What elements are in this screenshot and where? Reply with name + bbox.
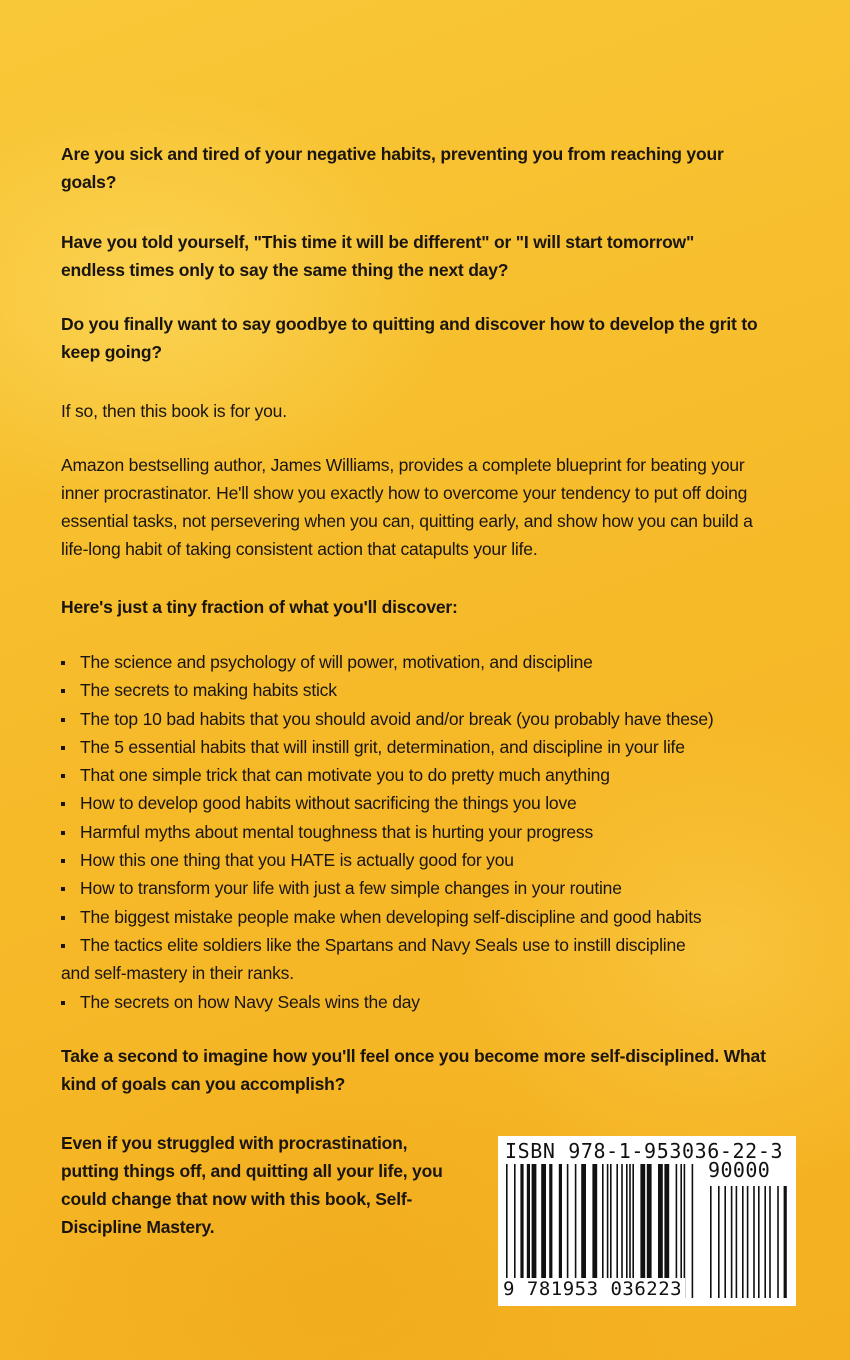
closing-paragraph: Even if you struggled with procrastination, putting things off, and quitting all your life, you could change that now with this book, Self-Discipline Mastery. bbox=[61, 1133, 443, 1237]
bullet-icon bbox=[61, 648, 67, 676]
bullet-icon bbox=[61, 789, 67, 817]
barcode-bar bbox=[769, 1186, 771, 1298]
barcode-bar bbox=[777, 1186, 779, 1298]
barcode-bar bbox=[731, 1186, 733, 1298]
question-quitting: Do you finally want to say goodbye to quitting and discover how to develop the grit to keep going? bbox=[61, 314, 758, 362]
list-item: That one simple trick that can motivate you to do pretty much anything bbox=[61, 761, 781, 789]
barcode-bar bbox=[747, 1186, 749, 1298]
author-paragraph: Amazon bestselling author, James Williams, provides a complete blueprint for beating your inner procrastinator. He'll show you exactly how to overcome your tendency to put off doing essential tasks, not persevering when you can, quitting early, and show how you can build a life-long habit of taking consistent action that catapults your life. bbox=[61, 455, 753, 559]
list-item: Harmful myths about mental toughness that is hurting your progress bbox=[61, 818, 781, 846]
discover-heading: Here's just a tiny fraction of what you'll discover: bbox=[61, 597, 458, 617]
for-you-line: If so, then this book is for you. bbox=[61, 401, 287, 421]
barcode-bar bbox=[784, 1186, 787, 1298]
isbn-label: ISBN 978-1-953036-22-3 bbox=[505, 1139, 784, 1163]
ean-digits: 9 781953 036223 bbox=[503, 1278, 685, 1300]
list-item: The tactics elite soldiers like the Spartans and Navy Seals use to instill discipline and self-mastery in their ranks. bbox=[61, 931, 781, 988]
bullet-icon bbox=[61, 903, 67, 931]
price-code: 90000 bbox=[708, 1158, 771, 1182]
list-item: The biggest mistake people make when developing self-discipline and good habits bbox=[61, 903, 781, 931]
list-item: How to transform your life with just a few simple changes in your routine bbox=[61, 874, 781, 902]
isbn-barcode bbox=[498, 1136, 796, 1306]
imagine-paragraph: Take a second to imagine how you'll feel once you become more self-disciplined. What kind of goals can you accomplish? bbox=[61, 1046, 766, 1094]
bullet-icon bbox=[61, 676, 67, 704]
bullet-icon bbox=[61, 931, 67, 959]
bullet-icon bbox=[61, 705, 67, 733]
barcode-bar bbox=[724, 1186, 726, 1298]
list-item: The top 10 bad habits that you should avoid and/or break (you probably have these) bbox=[61, 705, 781, 733]
bullet-icon bbox=[61, 846, 67, 874]
list-item: How to develop good habits without sacrificing the things you love bbox=[61, 789, 781, 817]
bullet-icon bbox=[61, 761, 67, 789]
list-item: The secrets on how Navy Seals wins the day bbox=[61, 988, 781, 1016]
bullet-icon bbox=[61, 818, 67, 846]
question-negative-habits: Are you sick and tired of your negative habits, preventing you from reaching your goals? bbox=[61, 144, 724, 192]
question-start-tomorrow: Have you told yourself, "This time it will be different" or "I will start tomorrow" endless times only to say the same thing the next day? bbox=[61, 232, 695, 280]
bullet-icon bbox=[61, 988, 67, 1016]
bullet-icon bbox=[61, 874, 67, 902]
barcode-bar bbox=[764, 1186, 766, 1298]
list-item: The science and psychology of will power, motivation, and discipline bbox=[61, 648, 781, 676]
barcode-bar bbox=[718, 1186, 720, 1298]
barcode-bar bbox=[710, 1186, 712, 1298]
list-item: The secrets to making habits stick bbox=[61, 676, 781, 704]
barcode-bar bbox=[753, 1186, 755, 1298]
discover-list bbox=[61, 648, 781, 1016]
bullet-icon bbox=[61, 733, 67, 761]
barcode-bar bbox=[692, 1164, 694, 1298]
barcode-bar bbox=[742, 1186, 744, 1298]
barcode-bar bbox=[758, 1186, 760, 1298]
list-item: The 5 essential habits that will instill grit, determination, and discipline in your life bbox=[61, 733, 781, 761]
list-item: How this one thing that you HATE is actually good for you bbox=[61, 846, 781, 874]
barcode-bar bbox=[736, 1186, 738, 1298]
